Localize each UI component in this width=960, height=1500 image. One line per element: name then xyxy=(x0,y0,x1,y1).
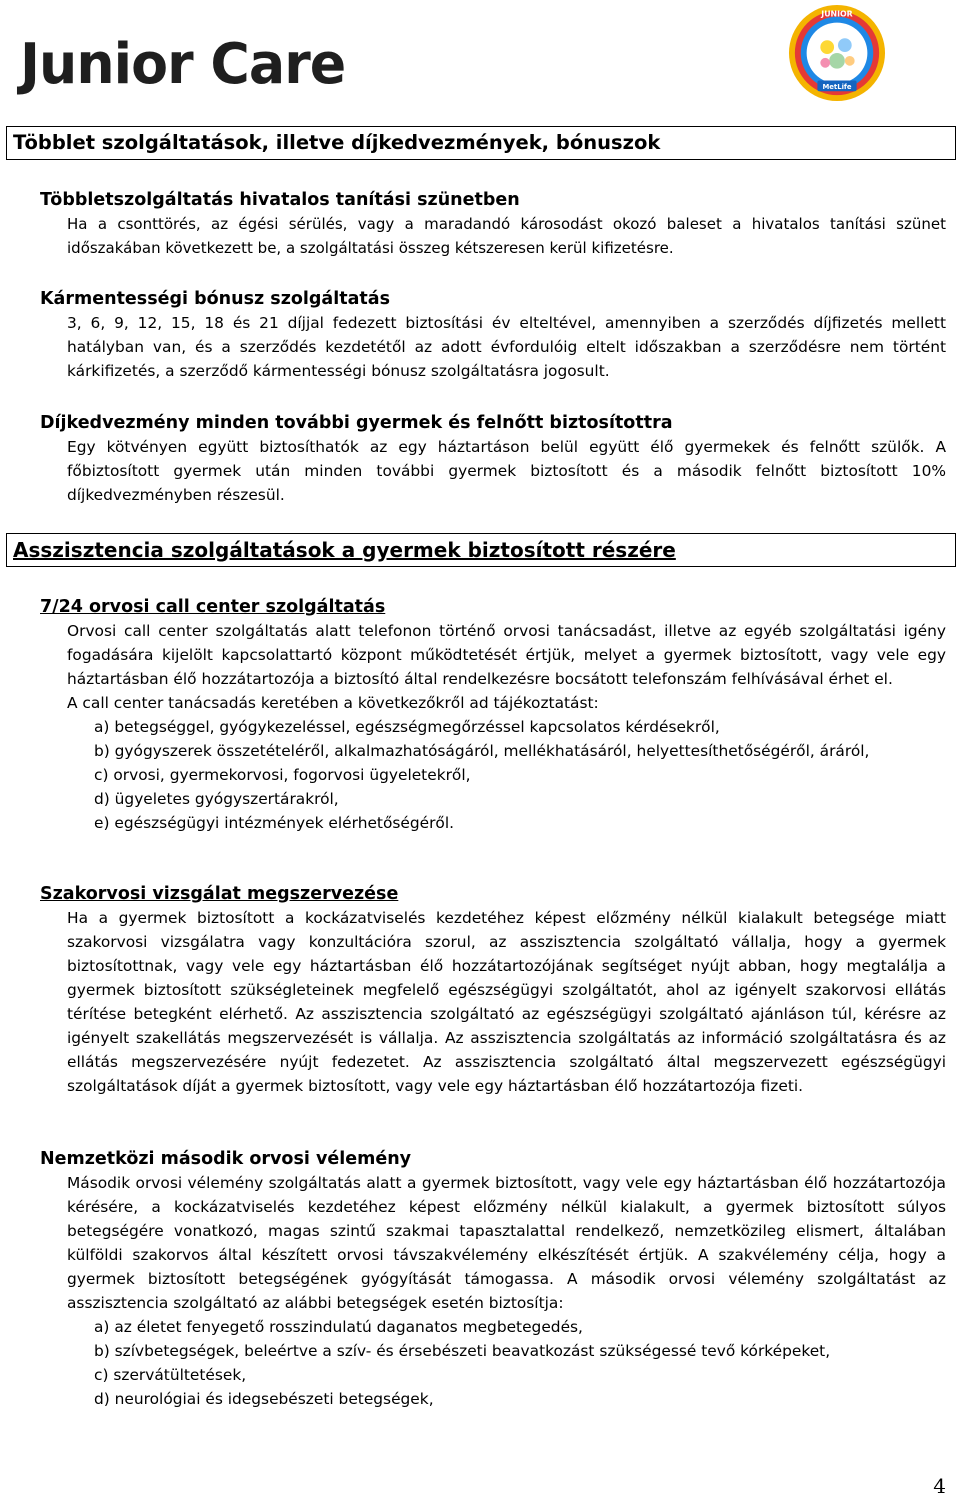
list-item: a) betegséggel, gyógykezeléssel, egészségmegőrzéssel kapcsolatos kérdésekről, xyxy=(94,718,720,736)
block-paragraph: Ha a csonttörés, az égési sérülés, vagy a maradandó károsodást okozó baleset a hivatalos tanítási szünet időszakában következett be, a szolgáltatási összeg kétszeresen kerül kifizetésre. xyxy=(67,215,946,257)
block-paragraph: Második orvosi vélemény szolgáltatás alatt a gyermek biztosított, vagy vele egy háztartásban élő hozzátartozója kérésére, a kockázatviselés kezdetéhez képest előzmény nélkül kialakult, a gyermek biztosított súlyos betegségére vonatkozó, magas szintű szakmai tapasztalattal rendelkező, nemzetközileg elismert, általában külföldi szakorvos által készített orvosi távszakvélemény elkészítését értjük. A szakvélemény célja, hogy a gyermek biztosított betegségének gyógyítását támogassa. A második orvosi vélemény szolgáltatást az asszisztencia szolgáltató az alábbi betegségek esetén biztosítja: xyxy=(67,1174,946,1312)
list-item: d) ügyeletes gyógyszertárakról, xyxy=(94,790,339,808)
block-call-center xyxy=(40,595,946,835)
block-heading: Díjkedvezmény minden további gyermek és felnőtt biztosítottra xyxy=(40,413,673,433)
junior-care-logo xyxy=(788,4,886,102)
list-item: b) szívbetegségek, beleértve a szív- és érsebészeti beavatkozást szükségessé tevő kórképeket, xyxy=(94,1342,831,1360)
block-family-discount xyxy=(40,411,946,507)
section1-title: Többlet szolgáltatások, illetve díjkedvezmények, bónuszok xyxy=(6,126,956,160)
block-heading: 7/24 orvosi call center szolgáltatás xyxy=(40,597,386,617)
block-paragraph: A call center tanácsadás keretében a következőkről ad tájékoztatást: xyxy=(67,694,599,712)
block-specialist-exam xyxy=(40,882,946,1098)
second-opinion-illness-list xyxy=(40,1315,946,1411)
block-paragraph: Egy kötvényen együtt biztosíthatók az egy háztartáson belül együtt élő gyermekek és felnőtt szülők. A főbiztosított gyermek után minden további gyermek biztosított és a második felnőtt biztosított 10% díjkedvezményben részesül. xyxy=(67,438,946,504)
list-item: c) szervátültetések, xyxy=(94,1366,247,1384)
block-paragraph: 3, 6, 9, 12, 15, 18 és 21 díjjal fedezett biztosítási év elteltével, amennyiben a szerződés díjfizetés mellett hatályban van, és a szerződés kezdetétől az adott évfordulóig eltelt időszakban a szerződésre nem történt kárkifizetés, a szerződő kármentességi bónusz szolgáltatásra jogosult. xyxy=(67,314,946,380)
block-heading: Nemzetközi második orvosi vélemény xyxy=(40,1149,412,1169)
list-item: a) az életet fenyegető rosszindulatú daganatos megbetegedés, xyxy=(94,1318,583,1336)
call-center-topics-list xyxy=(40,715,946,835)
logo-metlife-label: MetLife xyxy=(822,82,852,91)
block-heading: Többletszolgáltatás hivatalos tanítási szünetben xyxy=(40,190,520,210)
list-item: b) gyógyszerek összetételéről, alkalmazhatóságáról, mellékhatásáról, helyettesíthetőségéről, áráról, xyxy=(94,742,870,760)
block-paragraph: Ha a gyermek biztosított a kockázatviselés kezdetéhez képest előzmény nélkül kialakult betegsége miatt szakorvosi vizsgálatra vagy konzultációra szorul, az asszisztencia szolgáltató vállalja, hogy a gyermek biztosítottnak, vagy vele egy háztartásban élő hozzátartozójának segítséget nyújt abban, hogy megtalálja a gyermek biztosított szükségleteinek megfelelő egészségügyi szolgáltatót, ahol az igényelt szakorvosi ellátás térítése betegként elérhető. Az asszisztencia szolgáltató az egészségügyi szolgáltató ajánláson túl, kérésre az igényelt szakellátás megszervezését is vállalja. Az asszisztencia szolgáltatás az információ szolgáltatásra és az ellátás megszervezésére nyújt fedezetet. Az asszisztencia szolgáltató által megszervezett egészségügyi szolgáltatások díját a gyermek biztosított, vagy vele egy háztartásban élő hozzátartozója fizeti. xyxy=(67,909,946,1095)
list-item: d) neurológiai és idegsebészeti betegségek, xyxy=(94,1390,434,1408)
brand-title: Junior Care xyxy=(20,32,346,97)
block-no-claim-bonus xyxy=(40,287,946,383)
block-heading: Szakorvosi vizsgálat megszervezése xyxy=(40,884,399,904)
block-second-opinion xyxy=(40,1147,946,1411)
block-heading: Kármentességi bónusz szolgáltatás xyxy=(40,289,390,309)
block-school-holiday xyxy=(40,188,946,260)
section2-title: Asszisztencia szolgáltatások a gyermek biztosított részére xyxy=(6,533,956,567)
block-paragraph: Orvosi call center szolgáltatás alatt telefonon történő orvosi tanácsadást, illetve az egyéb szolgáltatási igény fogadására kijelölt kapcsolattartó központ működtetését értjük, melyet a gyermek biztosított, vagy vele egy háztartásban élő hozzátartozója a biztosító által rendelkezésre bocsátott telefonszám felhívásával érhet el. xyxy=(67,622,946,688)
list-item: c) orvosi, gyermekorvosi, fogorvosi ügyeletekről, xyxy=(94,766,471,784)
logo-top-letters: JUNIOR xyxy=(821,9,853,19)
list-item: e) egészségügyi intézmények elérhetőségéről. xyxy=(94,814,455,832)
page-number: 4 xyxy=(933,1474,946,1498)
